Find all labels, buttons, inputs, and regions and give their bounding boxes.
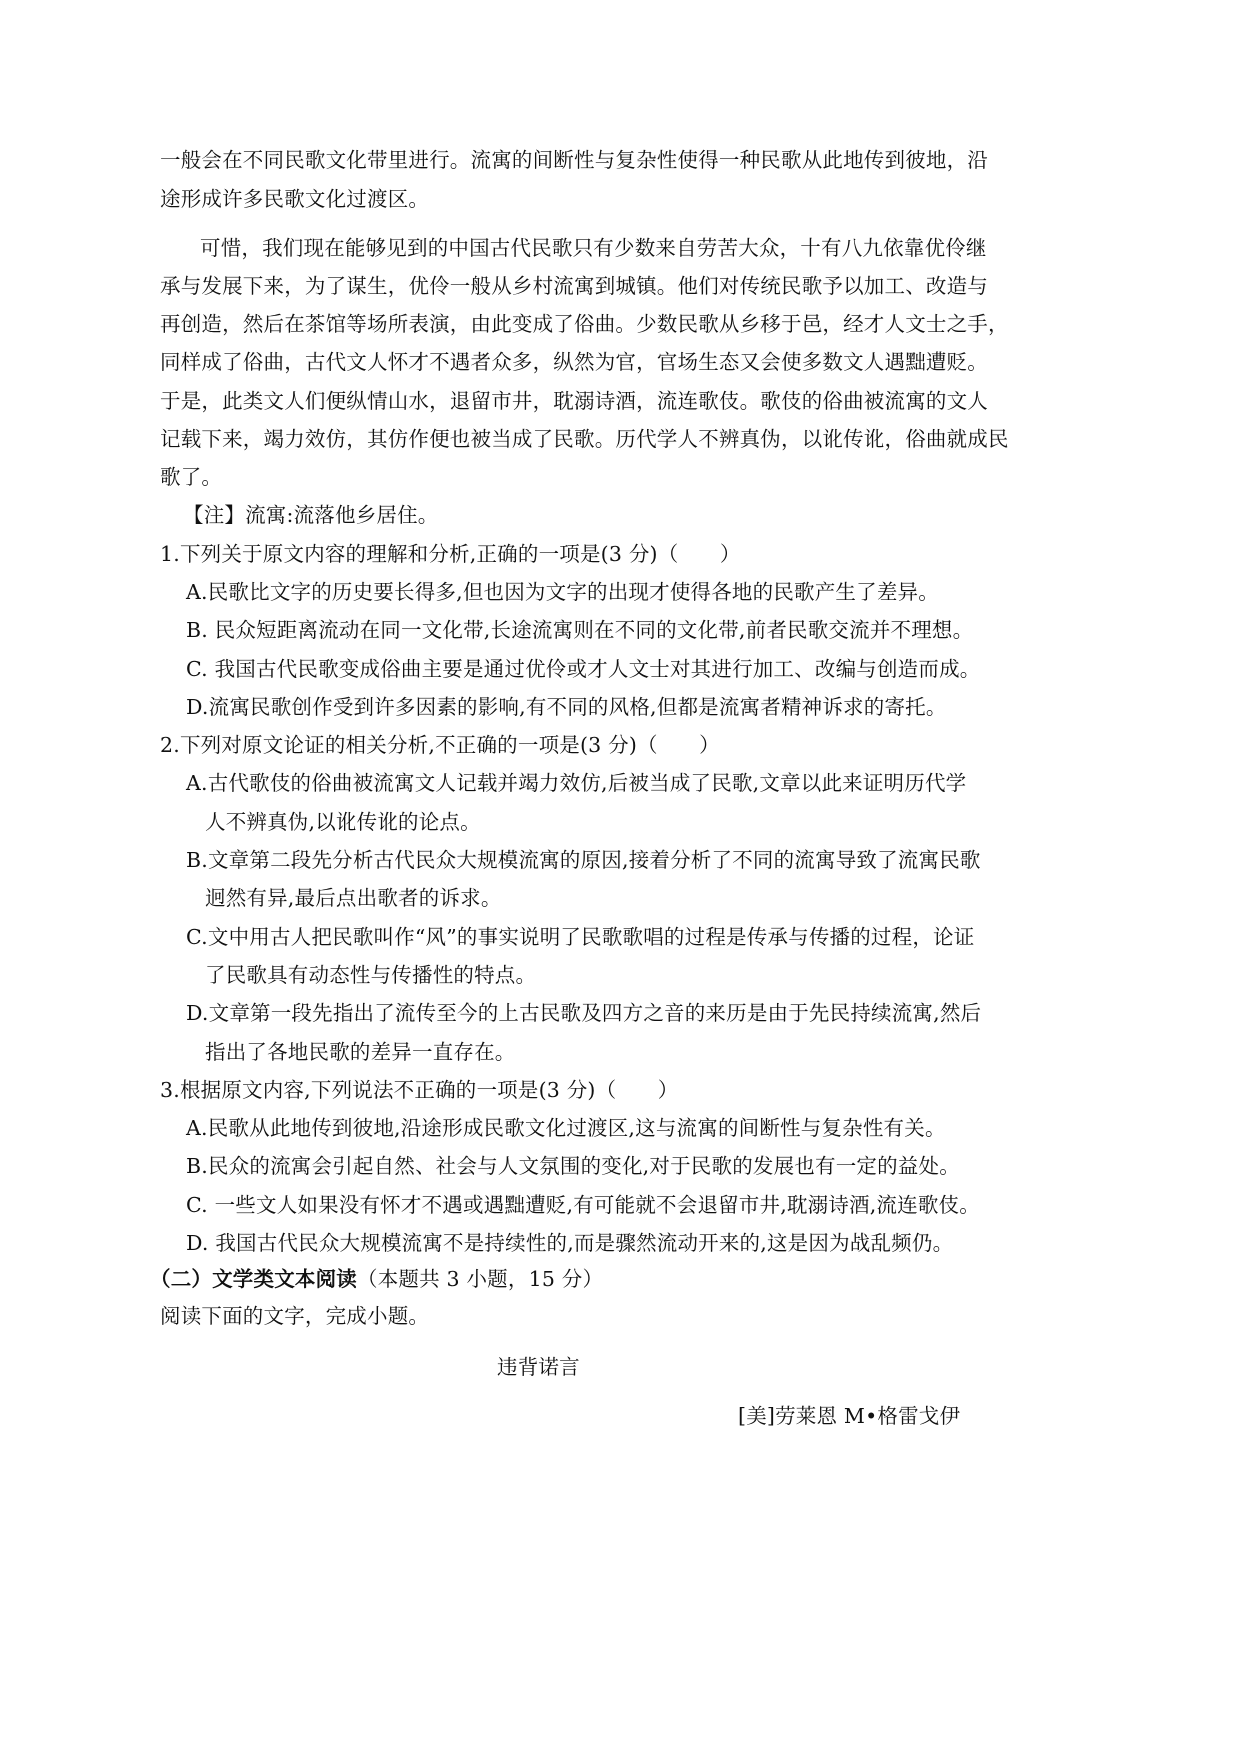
story-title: 违背诺言 [497, 1355, 580, 1379]
question-3-option-c: C. 一些文人如果没有怀才不遇或遇黜遭贬,有可能就不会退留市井,耽溺诗酒,流连歌伎。 [186, 1193, 980, 1217]
passage-line: 一般会在不同民歌文化带里进行。流寓的间断性与复杂性使得一种民歌从此地传到彼地，沿 [160, 148, 988, 172]
question-3-stem: 3.根据原文内容,下列说法不正确的一项是(3 分)（ ） [160, 1078, 679, 1102]
question-3-option-a: A.民歌从此地传到彼地,沿途形成民歌文化过渡区,这与流寓的间断性与复杂性有关。 [186, 1116, 946, 1140]
passage-note: 【注】流寓:流落他乡居住。 [183, 503, 439, 527]
section-instruction: 阅读下面的文字，完成小题。 [160, 1304, 430, 1328]
section-heading-note: （本题共 3 小题，15 分） [357, 1267, 604, 1291]
story-author: [美]劳莱恩 M•格雷戈伊 [738, 1404, 961, 1428]
question-2-option-b: B.文章第二段先分析古代民众大规模流寓的原因,接着分析了不同的流寓导致了流寓民歌 [186, 848, 981, 872]
question-1-option-a: A.民歌比文字的历史要长得多,但也因为文字的出现才使得各地的民歌产生了差异。 [186, 580, 939, 604]
passage-line: 可惜，我们现在能够见到的中国古代民歌只有少数来自劳苦大众，十有八九依靠优伶继 [200, 236, 987, 260]
question-2-option-a-cont: 人不辨真伪,以讹传讹的论点。 [205, 810, 481, 834]
question-2-option-b-cont: 迥然有异,最后点出歌者的诉求。 [205, 886, 502, 910]
question-1-option-d: D.流寓民歌创作受到许多因素的影响,有不同的风格,但都是流寓者精神诉求的寄托。 [186, 695, 947, 719]
question-1-option-b: B. 民众短距离流动在同一文化带,长途流寓则在不同的文化带,前者民歌交流并不理想。 [186, 618, 974, 642]
question-2-option-a: A.古代歌伎的俗曲被流寓文人记载并竭力效仿,后被当成了民歌,文章以此来证明历代学 [186, 771, 967, 795]
question-2-stem: 2.下列对原文论证的相关分析,不正确的一项是(3 分)（ ） [160, 733, 720, 757]
section-heading [150, 1265, 603, 1293]
passage-line: 记载下来，竭力效仿，其仿作便也被当成了民歌。历代学人不辨真伪，以讹传讹，俗曲就成民 [160, 427, 1009, 451]
question-1-option-c: C. 我国古代民歌变成俗曲主要是通过优伶或才人文士对其进行加工、改编与创造而成。 [186, 657, 981, 681]
passage-line: 于是，此类文人们便纵情山水，退留市井，耽溺诗酒，流连歌伎。歌伎的俗曲被流寓的文人 [160, 389, 988, 413]
question-1-stem: 1.下列关于原文内容的理解和分析,正确的一项是(3 分)（ ） [160, 542, 741, 566]
passage-line: 再创造，然后在茶馆等场所表演，由此变成了俗曲。少数民歌从乡移于邑，经才人文士之手， [160, 312, 1009, 336]
question-2-option-d-cont: 指出了各地民歌的差异一直存在。 [205, 1040, 516, 1064]
passage-line: 承与发展下来，为了谋生，优伶一般从乡村流寓到城镇。他们对传统民歌予以加工、改造与 [160, 274, 988, 298]
question-2-option-c-cont: 了民歌具有动态性与传播性的特点。 [205, 963, 537, 987]
passage-line: 同样成了俗曲，古代文人怀才不遇者众多，纵然为官，官场生态又会使多数文人遇黜遭贬。 [160, 350, 988, 374]
section-heading-title: （二）文学类文本阅读 [150, 1267, 357, 1291]
question-3-option-b: B.民众的流寓会引起自然、社会与人文氛围的变化,对于民歌的发展也有一定的益处。 [186, 1154, 960, 1178]
question-3-option-d: D. 我国古代民众大规模流寓不是持续性的,而是骤然流动开来的,这是因为战乱频仍。 [186, 1231, 954, 1255]
question-2-option-c: C.文中用古人把民歌叫作“风”的事实说明了民歌歌唱的过程是传承与传播的过程，论证 [186, 925, 975, 949]
passage-line: 途形成许多民歌文化过渡区。 [160, 187, 430, 211]
passage-line: 歌了。 [160, 465, 223, 489]
question-2-option-d: D.文章第一段先指出了流传至今的上古民歌及四方之音的来历是由于先民持续流寓,然后 [186, 1001, 982, 1025]
